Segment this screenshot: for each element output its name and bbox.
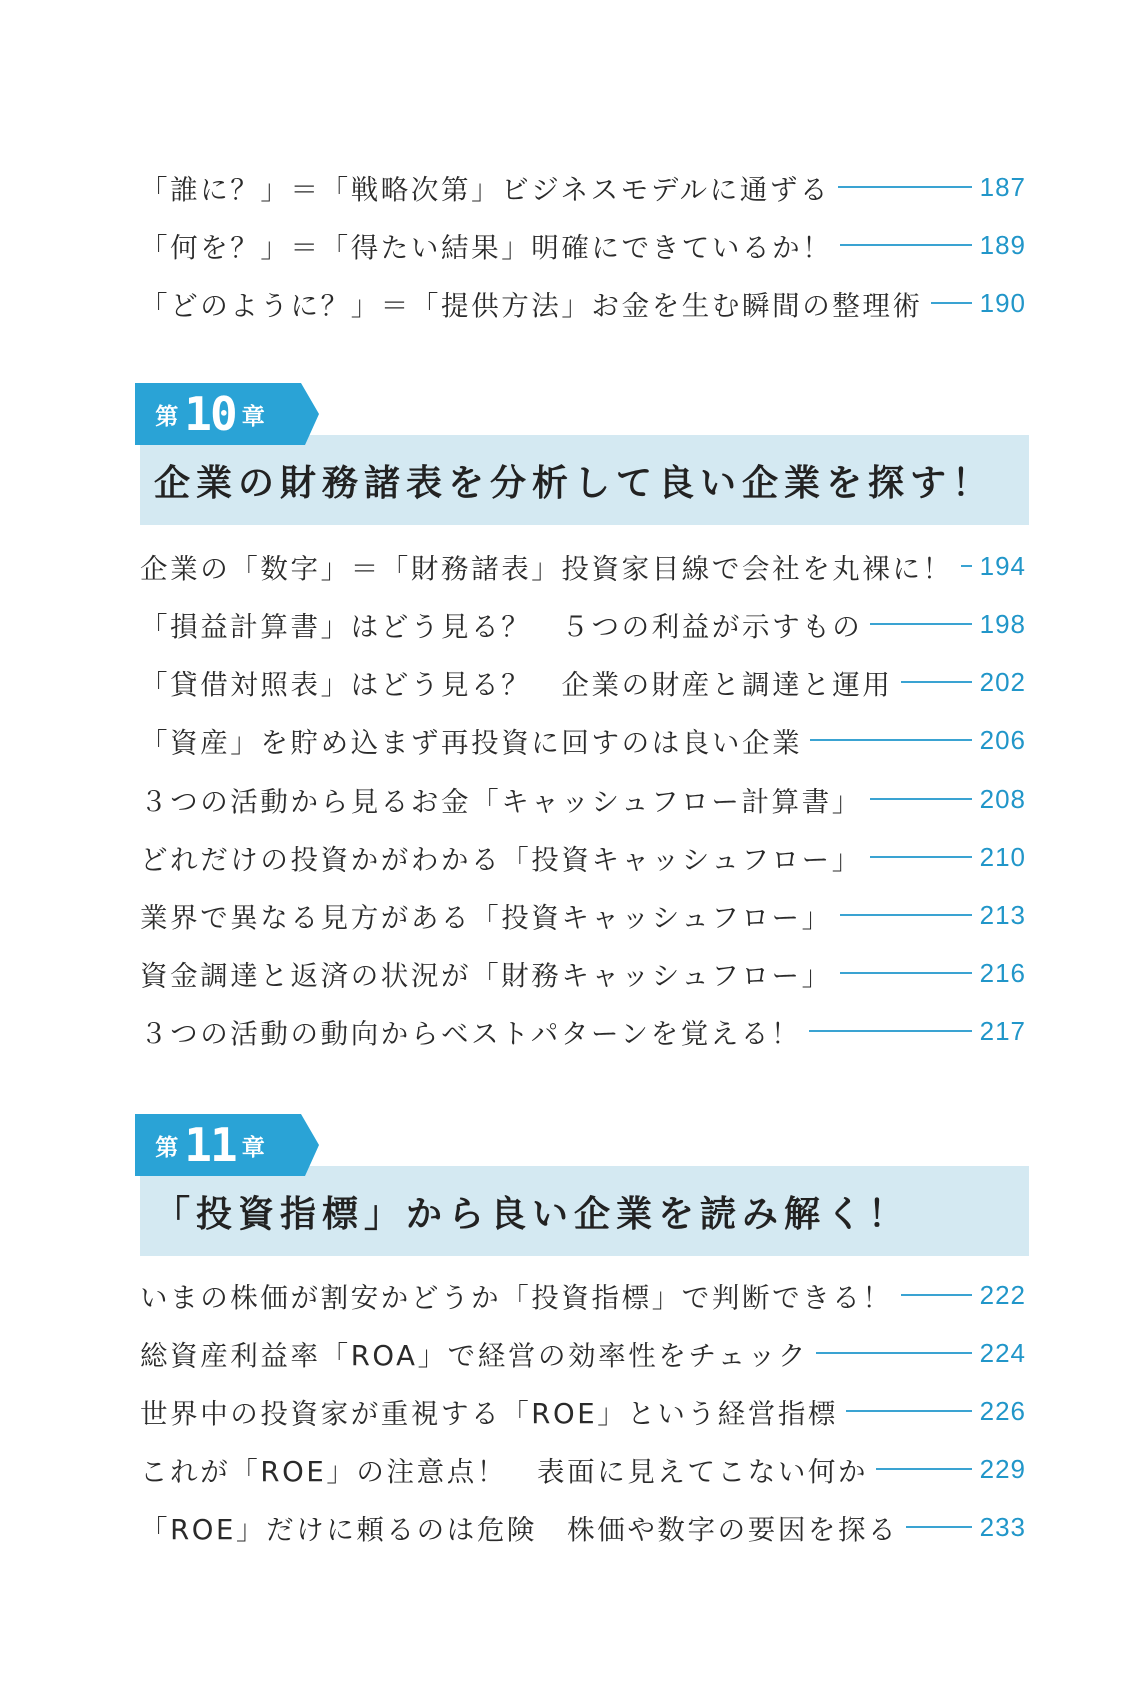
chapter-tag-prefix: 第 xyxy=(155,1134,179,1161)
toc-entry-page: 216 xyxy=(979,957,1026,988)
toc-entry-title: 「資産」を貯め込まず再投資に回すのは良い企業 xyxy=(140,727,803,759)
leader-line xyxy=(870,856,972,858)
chapter-title-band xyxy=(140,1166,1029,1256)
leader-line xyxy=(901,681,972,683)
toc-entry-page: 222 xyxy=(979,1279,1026,1310)
toc-entry-page: 224 xyxy=(979,1337,1026,1368)
leader-line xyxy=(810,739,971,741)
toc-entry[interactable] xyxy=(140,1011,1026,1051)
toc-entry[interactable] xyxy=(140,895,1026,935)
leader-line xyxy=(961,565,972,567)
toc-entry[interactable] xyxy=(140,167,1026,207)
chapter-10-header xyxy=(135,383,1029,525)
toc-entry[interactable] xyxy=(140,225,1026,265)
chapter-tag xyxy=(135,383,320,445)
chapter-title: 企業の財務諸表を分析して良い企業を探す！ xyxy=(154,462,995,504)
chapter-number: 11 xyxy=(184,1118,236,1172)
leader-line xyxy=(809,1030,972,1032)
toc-entry-title: 「何を？」＝「得たい結果」明確にできているか！ xyxy=(140,232,833,264)
toc-entry-page: 202 xyxy=(979,666,1026,697)
toc-entry-title: 総資産利益率「ROA」で経営の効率性をチェック xyxy=(140,1340,809,1372)
toc-entry-page: 190 xyxy=(979,287,1026,318)
toc-entry-page: 210 xyxy=(979,841,1026,872)
toc-entry[interactable] xyxy=(140,1333,1026,1373)
toc-entry[interactable] xyxy=(140,837,1026,877)
leader-line xyxy=(906,1526,971,1528)
toc-entry-page: 229 xyxy=(979,1453,1026,1484)
toc-entry[interactable] xyxy=(140,546,1026,586)
toc-entry[interactable] xyxy=(140,1275,1026,1315)
chapter-title-band xyxy=(140,435,1029,525)
leader-line xyxy=(840,914,972,916)
toc-entry-page: 226 xyxy=(979,1395,1026,1426)
leader-line xyxy=(931,302,972,304)
toc-entry-title: 「ROE」だけに頼るのは危険 株価や数字の要因を探る xyxy=(140,1514,899,1546)
toc-entry[interactable] xyxy=(140,779,1026,819)
toc-entry-page: 217 xyxy=(979,1015,1026,1046)
leader-line xyxy=(840,972,972,974)
toc-entry-title: いまの株価が割安かどうか「投資指標」で判断できる！ xyxy=(140,1282,893,1314)
toc-entry-title: 業界で異なる見方がある「投資キャッシュフロー」 xyxy=(140,902,832,934)
toc-entry-title: 「貸借対照表」はどう見る？ 企業の財産と調達と運用 xyxy=(140,669,893,701)
toc-entry-title: 資金調達と返済の状況が「財務キャッシュフロー」 xyxy=(140,960,832,992)
toc-entry-title: これが「ROE」の注意点！ 表面に見えてこない何か xyxy=(140,1456,869,1488)
leader-line xyxy=(876,1468,971,1470)
toc-entry-page: 208 xyxy=(979,783,1026,814)
toc-entry-title: 世界中の投資家が重視する「ROE」という経営指標 xyxy=(140,1398,839,1430)
toc-entry-page: 213 xyxy=(979,899,1026,930)
toc-entry-title: どれだけの投資かがわかる「投資キャッシュフロー」 xyxy=(140,844,862,876)
toc-entry-page: 187 xyxy=(979,171,1026,202)
toc-entry-page: 194 xyxy=(979,550,1026,581)
chapter-number: 10 xyxy=(184,387,236,441)
toc-entry-title: 「誰に？」＝「戦略次第」ビジネスモデルに通ずる xyxy=(140,174,831,206)
toc-entry-title: ３つの活動から見るお金「キャッシュフロー計算書」 xyxy=(140,786,862,818)
toc-entry-page: 189 xyxy=(979,229,1026,260)
toc-entry[interactable] xyxy=(140,720,1026,760)
leader-line xyxy=(901,1294,972,1296)
toc-entry[interactable] xyxy=(140,283,1026,323)
toc-entry[interactable] xyxy=(140,1449,1026,1489)
toc-entry-title: 企業の「数字」＝「財務諸表」投資家目線で会社を丸裸に！ xyxy=(140,553,953,585)
toc-entry-title: 「どのように？」＝「提供方法」お金を生む瞬間の整理術 xyxy=(140,290,923,322)
chapter-tag-suffix: 章 xyxy=(241,1134,265,1161)
leader-line xyxy=(838,186,972,188)
toc-entry-page: 198 xyxy=(979,608,1026,639)
leader-line xyxy=(870,623,971,625)
leader-line xyxy=(816,1352,972,1354)
chapter-11-header xyxy=(135,1114,1029,1256)
chapter-tag-prefix: 第 xyxy=(155,403,179,430)
toc-entry[interactable] xyxy=(140,1507,1026,1547)
chapter-title: 「投資指標」から良い企業を読み解く！ xyxy=(154,1193,911,1235)
leader-line xyxy=(870,798,972,800)
toc-entry[interactable] xyxy=(140,953,1026,993)
toc-entry[interactable] xyxy=(140,604,1026,644)
toc-entry-title: ３つの活動の動向からベストパターンを覚える！ xyxy=(140,1018,802,1050)
toc-entry[interactable] xyxy=(140,662,1026,702)
leader-line xyxy=(846,1410,972,1412)
chapter-tag-suffix: 章 xyxy=(241,403,265,430)
toc-entry-title: 「損益計算書」はどう見る？ ５つの利益が示すもの xyxy=(140,611,863,643)
toc-entry-page: 233 xyxy=(979,1511,1026,1542)
chapter-tag xyxy=(135,1114,320,1176)
leader-line xyxy=(840,244,971,246)
toc-entry-page: 206 xyxy=(979,724,1026,755)
toc-entry[interactable] xyxy=(140,1391,1026,1431)
